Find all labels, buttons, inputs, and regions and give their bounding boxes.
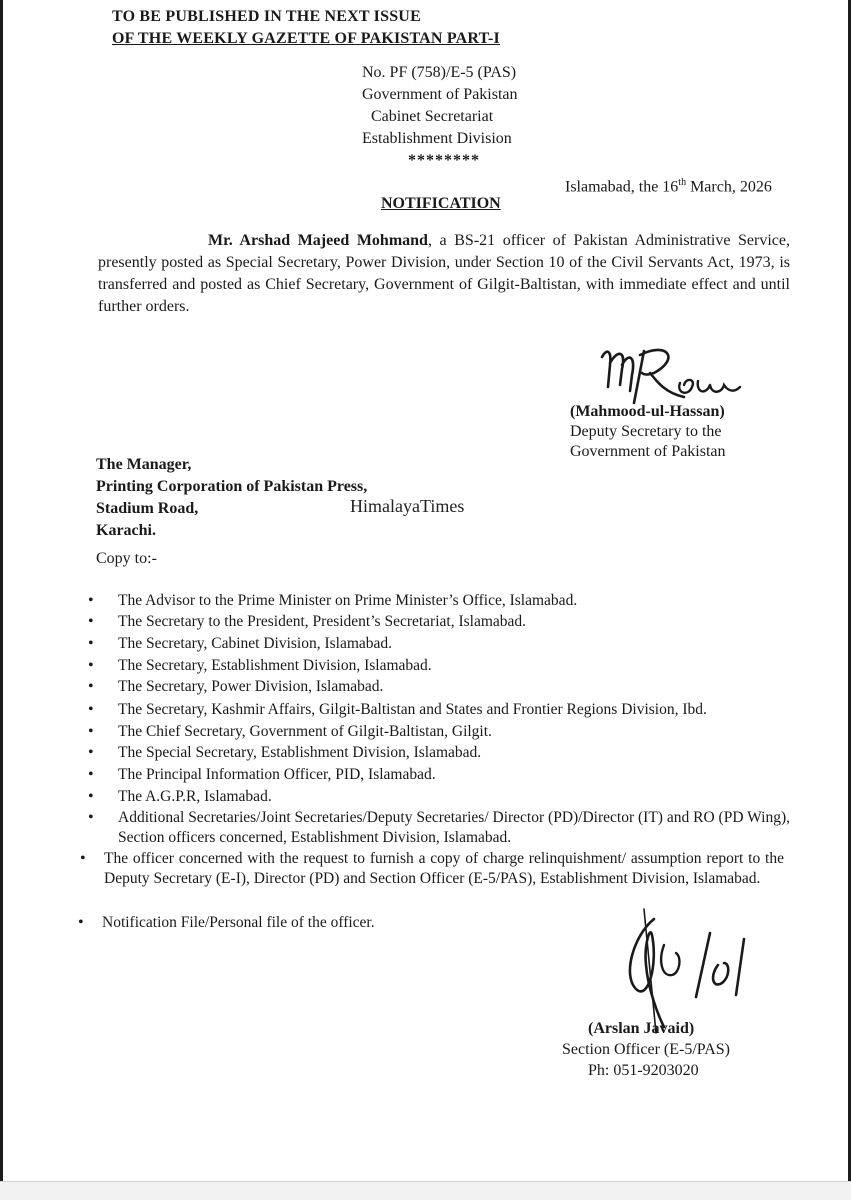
- address-line1: The Manager,: [96, 456, 192, 473]
- bullet-icon: •: [88, 809, 94, 826]
- bullet-icon: •: [88, 744, 94, 761]
- issue-date: Islamabad, the 16th March, 2026: [565, 177, 772, 196]
- signatory1-designation: Deputy Secretary to the: [570, 423, 722, 440]
- office-government: Government of Pakistan: [362, 86, 518, 103]
- signatory1-name: (Mahmood-ul-Hassan): [570, 403, 725, 420]
- office-division: Establishment Division: [362, 130, 512, 147]
- bullet-icon: •: [88, 657, 94, 674]
- signatory2-phone: Ph: 051-9203020: [588, 1062, 699, 1079]
- bullet-icon: •: [88, 788, 94, 805]
- file-number: No. PF (758)/E-5 (PAS): [362, 64, 517, 81]
- bullet-icon: •: [88, 678, 94, 695]
- bullet-icon: •: [88, 723, 94, 740]
- page-bottom-strip: [0, 1181, 851, 1200]
- document-page: TO BE PUBLISHED IN THE NEXT ISSUE OF THE WEEKLY GAZETTE OF PAKISTAN PART-I No. PF (758)/E-5 (PAS) Government of Pakistan Cabinet Secretariat Establishment Division ******** Islamabad, the 16th March, 2026 NOTIFICATION Mr. Arshad Majeed Mohmand, a BS-21 officer of Pakistan Administrative Service, presently posted as Special Secretary, Power Division, under Section 10 of the Civil Servants Act, 1973, is transferred and posted as Chief Secretary, Government of Gilgit-Baltistan, with immediate effect and until further orders. (Mahmood-ul-Hassan) Deputy Secretary to the Government of Pakistan The Manager, Printing Corporation of Pakistan Press, Stadium Road, Karachi. HimalayaTimes Copy to:- • The Advisor to the Prime Minister on Prime Minister’s Office, Islamabad. • The Secretary to the President, President’s Secretariat, Islamabad. • The Secretary, Cabinet Division, Islamabad. • The Secretary, Establishment Division, Islamabad. • The Secretary, Power Division, Islamabad. • The Secretary, Kashmir Affairs, Gilgit-Baltistan and States and Frontier Regions Division, Ibd. • The Chief Secretary, Government of Gilgit-Baltistan, Gilgit. • The Special Secretary, Establishment Division, Islamabad. • The Principal Information Officer, PID, Islamabad. • The A.G.P.R, Islamabad. • Additional Secretaries/Joint Secretaries/Deputy Secretaries/ Director (PD)/Director (IT) and RO (PD Wing), Section officers concerned, Establishment Division, Islamabad. • The officer concerned with the request to furnish a copy of charge relinquishment/ assumption report to the Deputy Secretary (E-I), Director (PD) and Section Officer (E-5/PAS), Establishment Division, Islamabad. • Notification File/Personal file of the officer. (Arslan Javaid) Section Officer (E-5/PAS) Ph: 051-9203020: [0, 0, 851, 1200]
- bullet-icon: •: [88, 701, 94, 718]
- notification-title: NOTIFICATION: [381, 195, 501, 212]
- office-stars: ********: [408, 152, 480, 169]
- notification-body: [98, 230, 790, 318]
- officer-name: Mr. Arshad Majeed Mohmand: [208, 232, 428, 249]
- bullet-icon: •: [80, 850, 86, 867]
- signature-arslan: [614, 905, 784, 1035]
- gazette-header-line2: OF THE WEEKLY GAZETTE OF PAKISTAN PART-I: [112, 30, 500, 47]
- signatory1-office: Government of Pakistan: [570, 443, 726, 460]
- address-line3: Stadium Road,: [96, 500, 199, 517]
- signatory2-designation: Section Officer (E-5/PAS): [562, 1041, 730, 1058]
- bullet-icon: •: [88, 613, 94, 630]
- bullet-icon: •: [88, 592, 94, 609]
- gazette-header-line1: TO BE PUBLISHED IN THE NEXT ISSUE: [112, 8, 421, 25]
- bullet-icon: •: [88, 635, 94, 652]
- body-text: , a BS-21 officer of Pakistan Administrative Service, presently posted as Special Secretary, Power Division, under Section 10 of the Civil Servants Act, 1973, is transferred and posted as Chief Secretary, Government of Gilgit-Baltistan, with immediate effect and until further orders.: [98, 232, 791, 315]
- address-line2: Printing Corporation of Pakistan Press,: [96, 478, 368, 495]
- watermark-text: HimalayaTimes: [350, 496, 465, 516]
- office-secretariat: Cabinet Secretariat: [371, 108, 494, 125]
- frame-left-border: [0, 0, 3, 1200]
- signatory2-name: (Arslan Javaid): [588, 1020, 695, 1037]
- copy-to-label: Copy to:-: [96, 550, 157, 567]
- bullet-icon: •: [78, 914, 84, 931]
- bullet-icon: •: [88, 766, 94, 783]
- address-line4: Karachi.: [96, 522, 156, 539]
